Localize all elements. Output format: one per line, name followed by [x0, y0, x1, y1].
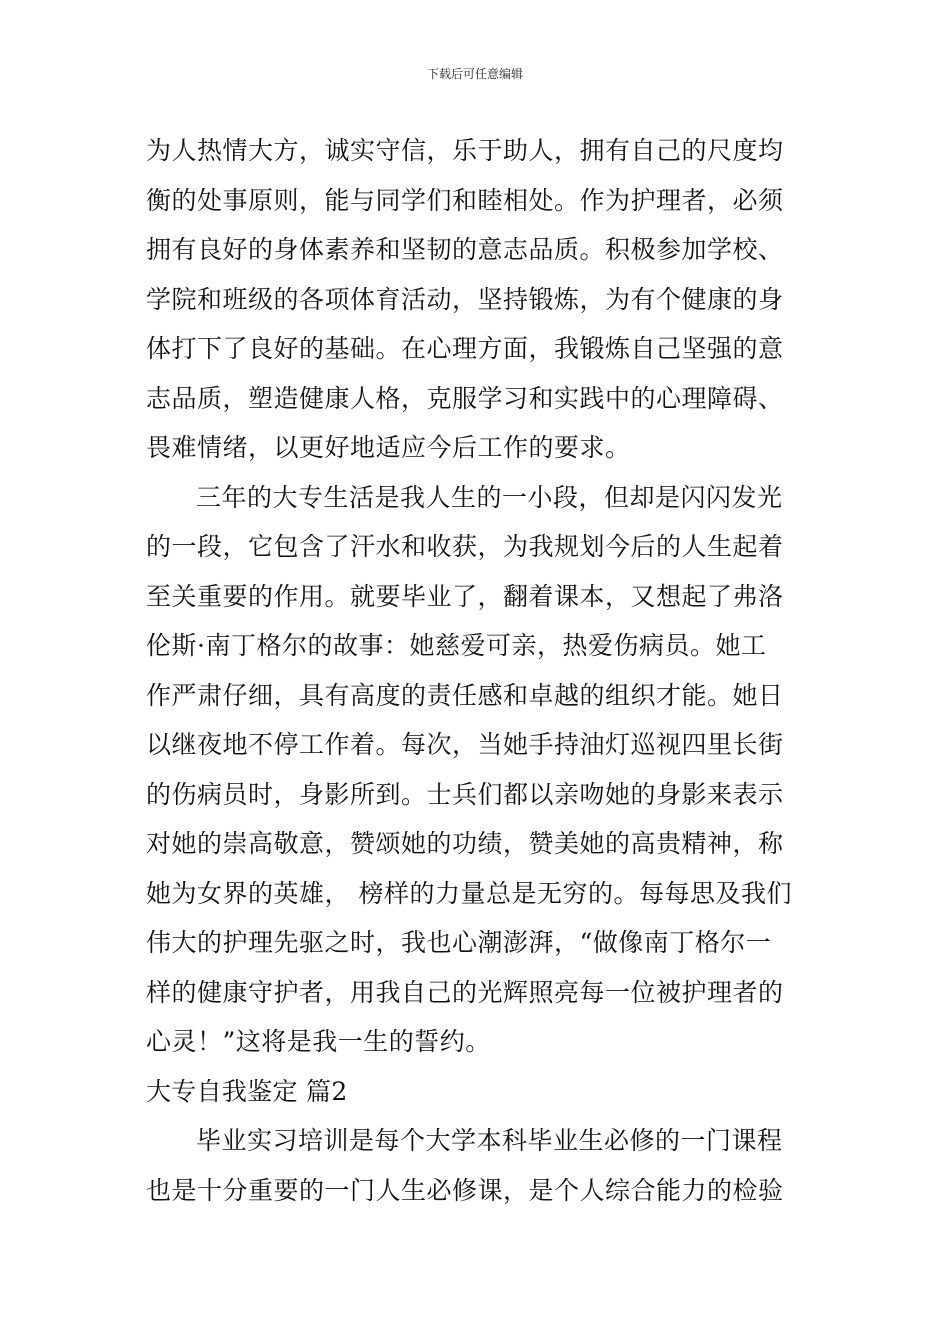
paragraph-1: [146, 126, 810, 473]
text-line: 对她的崇高敬意，赞颂她的功绩，赞美她的高贵精神，称: [146, 829, 784, 858]
text-line: 拥有良好的身体素养和坚韧的意志品质。积极参加学校、: [146, 235, 784, 264]
text-line: 也是十分重要的一门人生必修课，是个人综合能力的检验: [146, 1175, 784, 1205]
section-title: 大专自我鉴定 篇2: [146, 1076, 348, 1106]
text-line: 畏难情绪，以更好地适应今后工作的要求。: [146, 433, 631, 462]
document-body: [146, 126, 810, 1215]
text-line: 至关重要的作用。就要毕业了，翻着课本，又想起了弗洛: [146, 581, 784, 611]
paragraph-2: [146, 473, 810, 1067]
text-line: 三年的大专生活是我人生的一小段，但却是闪闪发光: [196, 482, 783, 512]
text-line: 伦斯·南丁格尔的故事：她慈爱可亲，热爱伤病员。她工: [146, 631, 767, 660]
text-line: 体打下了良好的基础。在心理方面，我锻炼自己坚强的意: [146, 334, 784, 363]
page-header-text: 下载后可任意编辑: [426, 67, 523, 81]
section-heading: [146, 1067, 810, 1117]
text-line: 志品质，塑造健康人格，克服学习和实践中的心理障碍、: [146, 383, 784, 413]
text-line: 为人热情大方，诚实守信，乐于助人，拥有自己的尺度均: [146, 136, 784, 165]
text-line: 她为女界的英雄， 榜样的力量总是无穷的。每每思及我们: [146, 878, 792, 908]
text-line: 作严肃仔细，具有高度的责任感和卓越的组织才能。她日: [146, 680, 784, 710]
text-line: 样的健康守护者，用我自己的光辉照亮每一位被护理者的: [146, 977, 784, 1007]
paragraph-3: [146, 1116, 810, 1215]
text-line: 学院和班级的各项体育活动，坚持锻炼，为有个健康的身: [146, 284, 784, 314]
text-line: 的伤病员时，身影所到。士兵们都以亲吻她的身影来表示: [146, 779, 784, 809]
page-header: [0, 66, 950, 82]
text-line: 毕业实习培训是每个大学本科毕业生必修的一门课程: [196, 1126, 783, 1155]
text-line: 心灵！”这将是我一生的誓约。: [146, 1027, 491, 1056]
text-line: 以继夜地不停工作着。每次，当她手持油灯巡视四里长街: [146, 730, 784, 759]
text-line: 衡的处事原则，能与同学们和睦相处。作为护理者，必须: [146, 185, 784, 215]
text-line: 伟大的护理先驱之时，我也心潮澎湃，“做像南丁格尔一: [146, 928, 772, 957]
text-line: 的一段，它包含了汗水和收获，为我规划今后的人生起着: [146, 532, 784, 561]
